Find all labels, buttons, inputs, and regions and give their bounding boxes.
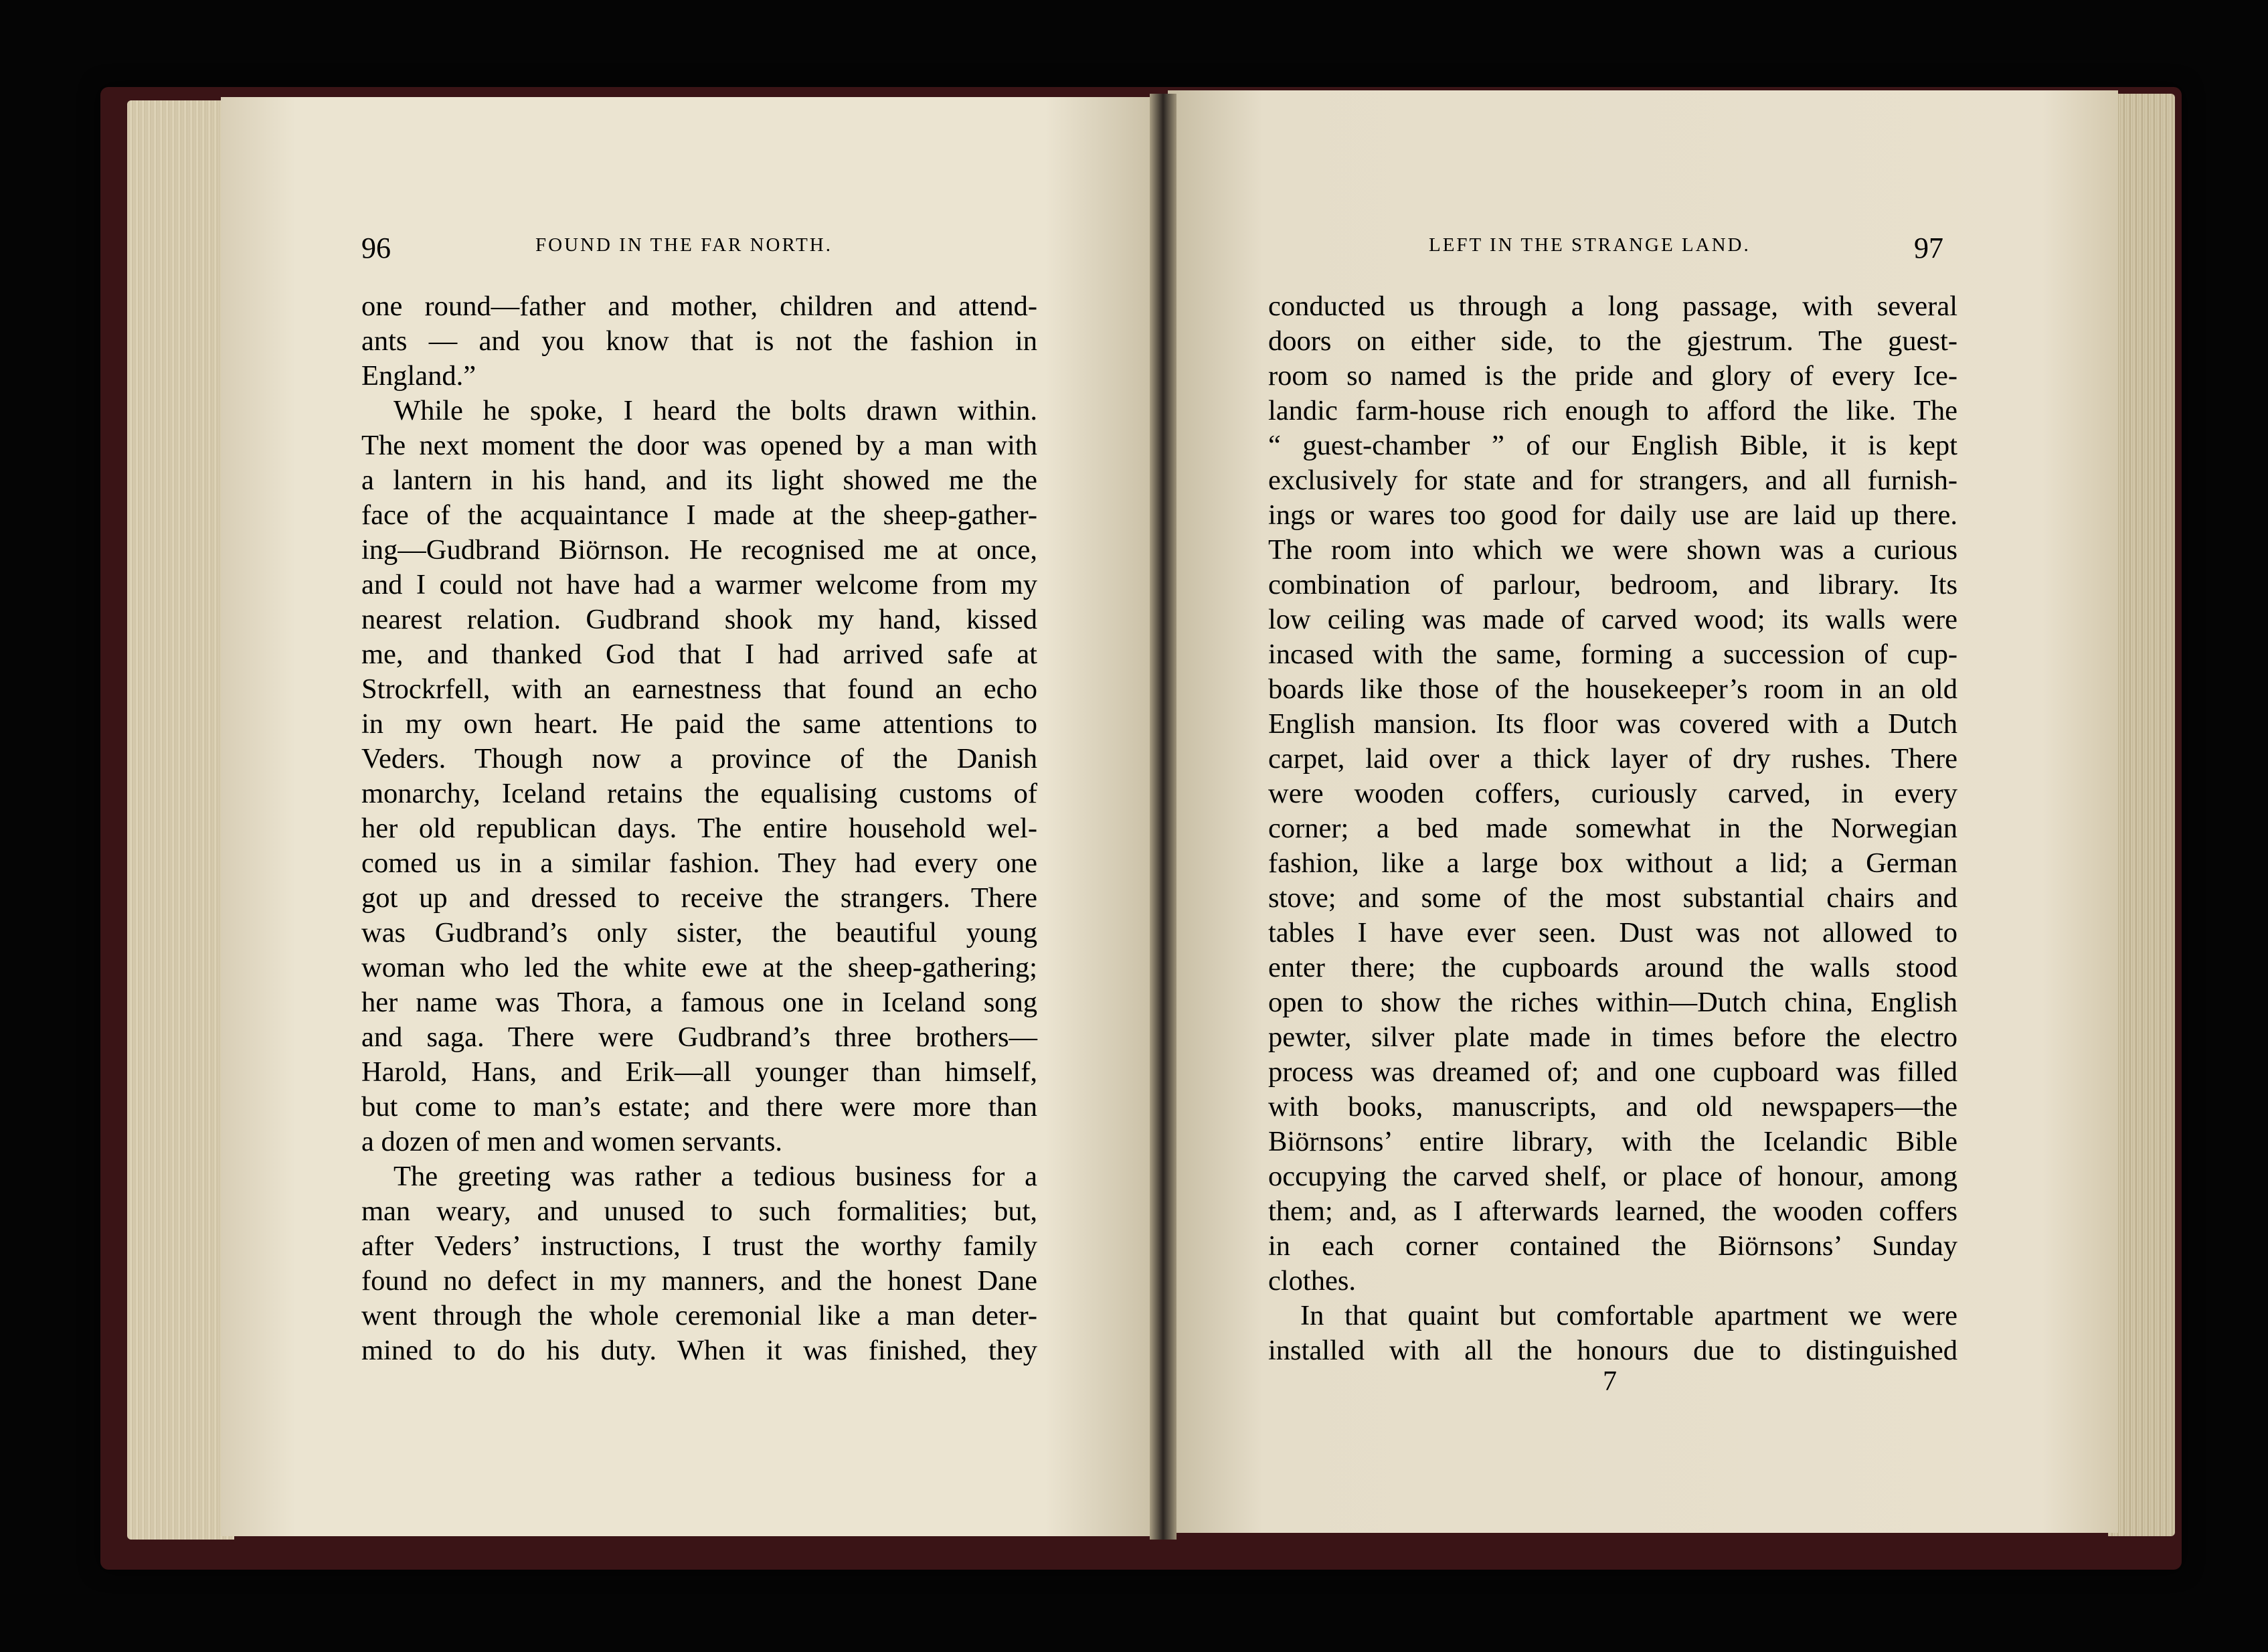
- text-line: got up and dressed to receive the strangers. There: [361, 882, 1037, 914]
- text-line: and I could not have had a warmer welcome from my: [361, 569, 1037, 600]
- text-line: her old republican days. The entire household wel-: [361, 813, 1037, 844]
- text-line: carpet, laid over a thick layer of dry rushes. There: [1268, 743, 1957, 774]
- signature-mark: 7: [1603, 1366, 1617, 1397]
- text-line: a dozen of men and women servants.: [361, 1126, 783, 1157]
- text-line: Harold, Hans, and Erik—all younger than himself,: [361, 1056, 1037, 1088]
- text-line: tables I have ever seen. Dust was not allowed to: [1268, 917, 1957, 948]
- text-line: nearest relation. Gudbrand shook my hand, kissed: [361, 604, 1037, 635]
- book-gutter: [1150, 94, 1176, 1540]
- text-line: In that quaint but comfortable apartment we were: [1300, 1300, 1957, 1331]
- text-line: English mansion. Its floor was covered with a Dutch: [1268, 708, 1957, 740]
- text-line: England.”: [361, 360, 476, 392]
- text-line: and saga. There were Gudbrand’s three brothers—: [361, 1021, 1037, 1053]
- text-line: enter there; the cupboards around the walls stood: [1268, 952, 1957, 983]
- text-line: ing—Gudbrand Biörnson. He recognised me at once,: [361, 534, 1037, 566]
- text-line: in each corner contained the Biörnsons’ Sunday: [1268, 1230, 1957, 1262]
- text-line: clothes.: [1268, 1265, 1357, 1297]
- text-line: was Gudbrand’s only sister, the beautiful young: [361, 917, 1037, 948]
- text-line: Strockrfell, with an earnestness that found an echo: [361, 673, 1037, 705]
- text-line: were wooden coffers, curiously carved, in every: [1268, 778, 1957, 809]
- right-page-edges: [2108, 94, 2175, 1536]
- text-line: found no defect in my manners, and the honest Dane: [361, 1265, 1037, 1297]
- text-line: woman who led the white ewe at the sheep-gathering;: [361, 952, 1037, 983]
- text-line: incased with the same, forming a succession of cup-: [1268, 639, 1957, 670]
- text-line: doors on either side, to the gjestrum. The guest-: [1268, 325, 1957, 357]
- text-line: low ceiling was made of carved wood; its walls were: [1268, 604, 1957, 635]
- text-line: pewter, silver plate made in times before the electro: [1268, 1021, 1957, 1053]
- text-line: man weary, and unused to such formalities; but,: [361, 1195, 1037, 1227]
- left-running-head: FOUND IN THE FAR NORTH.: [535, 234, 833, 256]
- right-page-text: [1268, 289, 1957, 1368]
- right-page-number: 97: [1914, 232, 1943, 264]
- text-line: While he spoke, I heard the bolts drawn within.: [394, 395, 1037, 426]
- text-line: “ guest-chamber ” of our English Bible, it is kept: [1268, 430, 1957, 461]
- text-line: her name was Thora, a famous one in Iceland song: [361, 987, 1037, 1018]
- text-line: me, and thanked God that I had arrived safe at: [361, 639, 1037, 670]
- text-line: face of the acquaintance I made at the sheep-gather-: [361, 499, 1037, 531]
- text-line: fashion, like a large box without a lid; a German: [1268, 847, 1957, 879]
- text-line: stove; and some of the most substantial chairs and: [1268, 882, 1957, 914]
- right-running-head: LEFT IN THE STRANGE LAND.: [1429, 234, 1751, 256]
- text-line: The greeting was rather a tedious business for a: [394, 1161, 1037, 1192]
- text-line: Biörnsons’ entire library, with the Icelandic Bible: [1268, 1126, 1957, 1157]
- text-line: conducted us through a long passage, with several: [1268, 291, 1957, 322]
- text-line: a lantern in his hand, and its light showed me the: [361, 465, 1037, 496]
- text-line: Veders. Though now a province of the Danish: [361, 743, 1037, 774]
- text-line: ings or wares too good for daily use are laid up there.: [1268, 499, 1957, 531]
- left-page-number: 96: [361, 232, 391, 264]
- left-page-edges: [127, 100, 234, 1540]
- text-line: landic farm-house rich enough to afford the like. The: [1268, 395, 1957, 426]
- left-page-text: [361, 289, 1037, 1368]
- text-line: process was dreamed of; and one cupboard was filled: [1268, 1056, 1957, 1088]
- text-line: boards like those of the housekeeper’s room in an old: [1268, 673, 1957, 705]
- text-line: installed with all the honours due to distinguished: [1268, 1335, 1957, 1366]
- text-line: open to show the riches within—Dutch china, English: [1268, 987, 1957, 1018]
- text-line: with books, manuscripts, and old newspapers—the: [1268, 1091, 1957, 1123]
- text-line: corner; a bed made somewhat in the Norwegian: [1268, 813, 1957, 844]
- text-line: exclusively for state and for strangers, and all furnish-: [1268, 465, 1957, 496]
- text-line: mined to do his duty. When it was finished, they: [361, 1335, 1037, 1366]
- text-line: after Veders’ instructions, I trust the worthy family: [361, 1230, 1037, 1262]
- text-line: comed us in a similar fashion. They had every one: [361, 847, 1037, 879]
- text-line: room so named is the pride and glory of every Ice-: [1268, 360, 1957, 392]
- text-line: occupying the carved shelf, or place of honour, among: [1268, 1161, 1957, 1192]
- text-line: went through the whole ceremonial like a man deter-: [361, 1300, 1037, 1331]
- text-line: ants — and you know that is not the fashion in: [361, 325, 1037, 357]
- text-line: them; and, as I afterwards learned, the wooden coffers: [1268, 1195, 1957, 1227]
- text-line: The room into which we were shown was a curious: [1268, 534, 1957, 566]
- text-line: combination of parlour, bedroom, and library. Its: [1268, 569, 1957, 600]
- text-line: in my own heart. He paid the same attentions to: [361, 708, 1037, 740]
- text-line: but come to man’s estate; and there were more than: [361, 1091, 1037, 1123]
- text-line: monarchy, Iceland retains the equalising customs of: [361, 778, 1037, 809]
- text-line: one round—father and mother, children and attend-: [361, 291, 1037, 322]
- text-line: The next moment the door was opened by a man with: [361, 430, 1037, 461]
